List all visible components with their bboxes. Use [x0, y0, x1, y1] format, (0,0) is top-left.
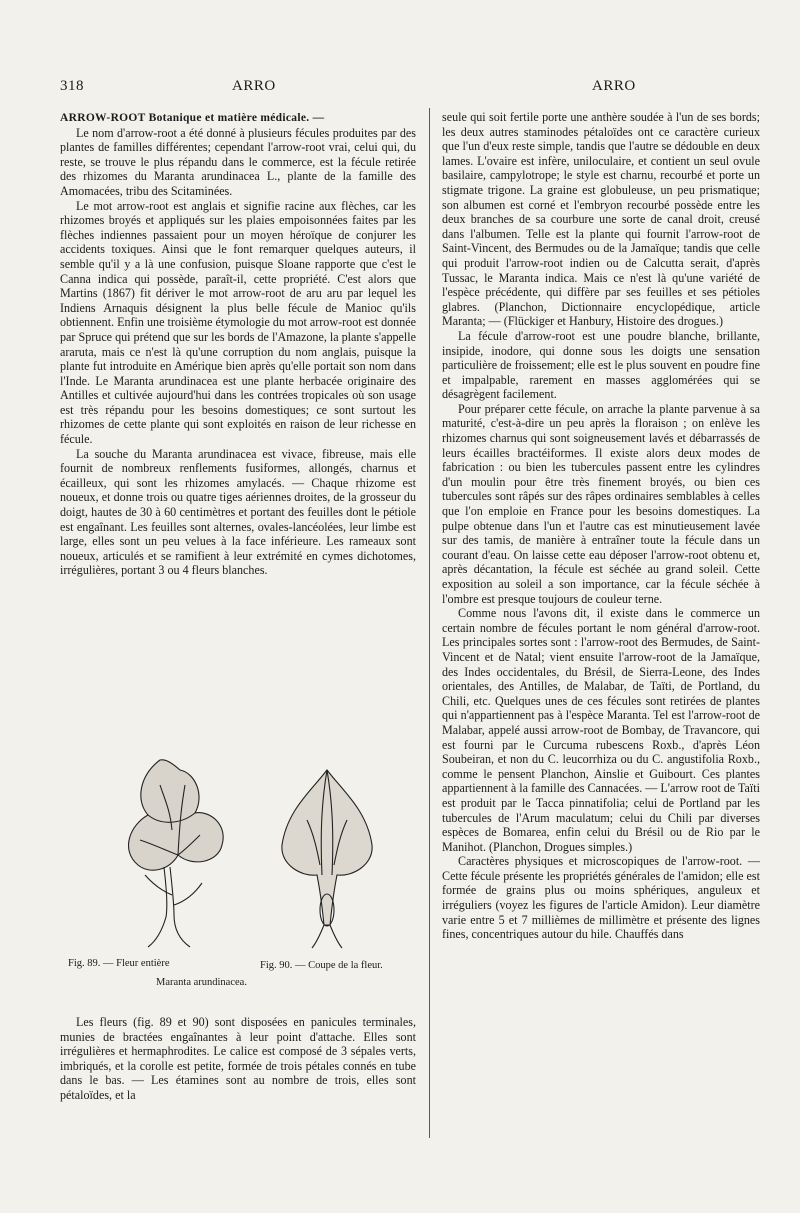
left-paragraph: La souche du Maranta arundinacea est vivace, fibreuse, mais elle fournit de nombreux renflements fusiformes, allongés, charnus et écailleux, qui sont les rhizomes amylacés. — Chaque rhizome est noueux, et donne trois ou quatre tiges aériennes droites, de la grosseur du doigt, hautes de 30 à 60 centimètres et portant des feuilles dont le pétiole est engaînant. Les feuilles sont alternes, ovales-lancéolées, leur limbe est large, elles sont un peu velues à la face inférieure. Les rameaux sont noueux, articulés et se ramifient à leur extrémité en cymes dichotomes, irrégulières, portant 3 ou 4 fleurs blanches. [60, 446, 416, 578]
running-head-right: ARRO [592, 78, 636, 94]
figures-species-caption: Maranta arundinacea. [156, 977, 247, 988]
right-paragraph: Pour préparer cette fécule, on arrache la plante parvenue à sa maturité, c'est-à-dire un peu après la floraison ; on enlève les rhizomes charnus qui sont soigneusement lavés et débarrassés de leurs écailles bractéiformes. Il existe alors deux modes de fabrication : ou bien les tubercules passent entre les cylindres d'un moulin pour être très finement broyés, ou bien ces tubercules sont râpés sur des râpes ordinaires semblables à celles que l'on emploie en France pour les besoins domestiques. La pulpe obtenue dans l'un et l'autre cas est minutieusement lavée sur des tamis, de manière à entraîner toute la fécule dans un courant d'eau. On laisse cette eau déposer l'arrow-root obtenu et, après décantation, la fécule est séchée au grand soleil. Cette exposition au soleil a son importance, car la fécule séchée à l'ombre est presque toujours de couleur terne. [442, 401, 760, 606]
fig90-caption: Fig. 90. — Coupe de la fleur. [260, 960, 383, 971]
left-paragraph: Le nom d'arrow-root a été donné à plusieurs fécules produites par des plantes de familles différentes; cependant l'arrow-root vrai, celui qui, du reste, se trouve le plus répandu dans le commerce, est la fécule retirée des rhizomes du Maranta arundinacea L., plante de la famille des Amomacées, tribu des Scitaminées. [60, 125, 416, 198]
left-paragraph-after-figures: Les fleurs (fig. 89 et 90) sont disposées en panicules terminales, munies de bractées engaînantes à leur point d'attache. Elles sont irrégulières et hermaphrodites. Le calice est composé de 3 sépales verts, imbriqués, et la corolle est petite, formée de trois pétales connés en tube dans le bas. — Les étamines sont au nombre de trois, elles sont pétaloïdes, et la [60, 1015, 416, 1102]
figures-block [60, 755, 416, 995]
fig89-caption: Fig. 89. — Fleur entière [68, 958, 170, 969]
entry-heading: ARROW-ROOT Botanique et matière médicale. — [60, 112, 325, 124]
right-paragraph: seule qui soit fertile porte une anthère soudée à l'un de ses bords; les deux autres staminodes pétaloïdes ont ce caractère curieux que l'un d'eux reste simple, tandis que l'autre se dédouble en deux lames. L'ovaire est infère, uniloculaire, et contient un seul ovule basilaire, campylotrope; le style est charnu, recourbé et porte un stigmate trigone. La graine est globuleuse, un peu prismatique; son albumen est corné et l'embryon recourbé possède entre les deux branches de sa courbure une sorte de canal droit, creusé dans l'albumen. Telle est la plante qui fournit l'arrow-root de Saint-Vincent, des Bermudes ou de la Jamaïque; tandis que celle qui produit l'arrow-root indien ou de Calcutta serait, d'après Tussac, le Maranta indica. Mais ce n'est là qu'une variété de l'espèce précédente, qui diffère par ses feuilles et ses pétioles glabres. (Planchon, Dictionnaire encyclopédique, article Maranta; — (Flückiger et Hanbury, Histoire des drogues.) [442, 110, 760, 329]
left-column-bottom [60, 1015, 416, 1103]
column-rule [429, 108, 430, 1138]
right-paragraph: Caractères physiques et microscopiques de l'arrow-root. — Cette fécule présente les propriétés générales de l'amidon; elle est formée de grains plus ou moins sphériques, anguleux et irréguliers (voyez les figures de l'article Amidon). Leur diamètre varie entre 5 et 7 millièmes de millimètre et présente des lignes fines, concentriques autour du hile. Chauffés dans [442, 854, 760, 942]
running-head-left: ARRO [232, 78, 276, 94]
page-number: 318 [60, 78, 84, 94]
flower-section-illustration [272, 765, 382, 950]
right-paragraph: La fécule d'arrow-root est une poudre blanche, brillante, insipide, inodore, qui donne sous les doigts une sensation particulière de froissement; elle est le plus souvent en poudre fine et impalpable, rarement en masses agglomérées qui se désagrègent facilement. [442, 328, 760, 402]
right-column [442, 110, 760, 942]
left-column [60, 110, 416, 578]
right-paragraph: Comme nous l'avons dit, il existe dans le commerce un certain nombre de fécules portant le nom général d'arrow-root. Les principales sortes sont : l'arrow-root des Bermudes, de Saint-Vincent et de Natal; vient ensuite l'arrow-root de la Jamaïque, des Indes occidentales, du Brésil, de Sierra-Leone, des Indes orientales, des Antilles, de Malabar, de Taïti, de Portland, du Chili, etc. Quelques unes de ces fécules sont retirées de plantes qui n'appartiennent pas à l'espèce Maranta. Tel est l'arrow-root de Malabar, appelé aussi arrow-root de Bombay, de Travancore, qui est fourni par le Curcuma rubescens Roxb., d'après Léon Soubeiran, et non du C. leucorrhiza ou du C. angustifolia Roxb., comme le pensent Planchon, Ainslie et Guibourt. Ces plantes appartiennent à la famille des Cannacées. — L'arrow root de Taïti est produit par le Tacca pinnatifolia; celui de Portland par les tubercules de l'Arum maculatum; celui du Chili par diverses espèces de Bomarea, enfin celui du Brésil ou de Rio par le Manihot. (Planchon, Drogues simples.) [442, 606, 760, 854]
left-paragraph: Le mot arrow-root est anglais et signifie racine aux flèches, car les rhizomes broyés et appliqués sur les plaies empoisonnées faites par les flèches indiennes passaient pour un moyen héroïque de conjurer les accidents toxiques. Ainsi que le font remarquer quelques auteurs, il semble qu'il y a là une confusion, puisque Sloane rapporte que c'est le Canna indica qui possède, paraît-il, cette propriété. C'est alors que Martins (1867) fit dériver le mot arrow-root de aru aru par lequel les Indiens Arnaquis désignent la plus belle fécule de Manioc qu'ils obtiennent. Enfin une troisième étymologie du mot arrow-root est donnée par Spruce qui prétend que sur les bords de l'Amazone, la plante s'appelle araruta, mais ce n'est là qu'une corruption du nom anglais, puisque la plante fut introduite en Amérique bien après qu'elle portait son nom dans l'Inde. Le Maranta arundinacea est une plante herbacée originaire des Antilles et cultivée aujourd'hui dans les contrées tropicales où son usage est très répandu pour les besoins domestiques; ce sont surtout les rhizomes de cette plante qui sont exploités en raison de leur richesse en fécule. [60, 198, 417, 447]
flower-whole-illustration [100, 755, 250, 950]
